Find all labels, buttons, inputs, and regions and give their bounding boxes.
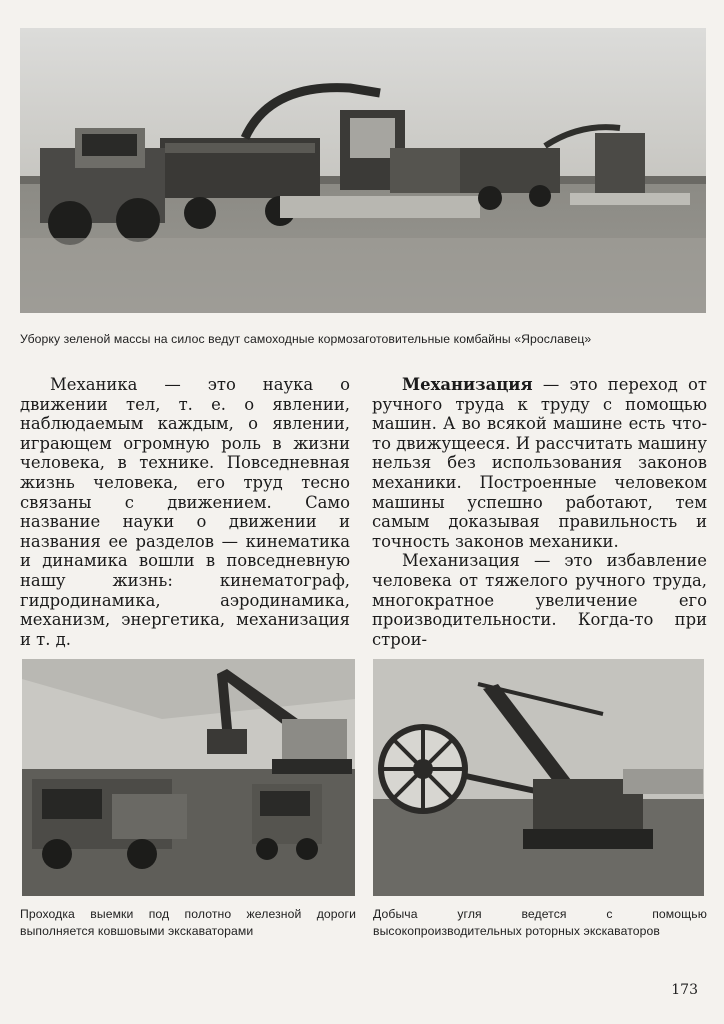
mechanization-paragraph-1: [372, 375, 707, 551]
bottom-left-photo-excavators: [22, 659, 355, 896]
rotary-excavator-illustration: [373, 659, 704, 896]
excavator-illustration: [22, 659, 355, 896]
bottom-right-photo-rotary-excavator: [373, 659, 704, 896]
mechanization-paragraph-2: Механизация — это избавление человека от тяжелого ручного труда, многократное увеличение его производительности. Когда-то при строи-: [372, 551, 707, 649]
mechanization-definition: — это переход от ручного труда к труду с помощью машин. А во всякой машине есть что-то движущееся. И рассчитать машину нельзя без использования законов механики. Построенные человеком машины успешно работают, тем самым доказывая правильность и точность законов механики.: [372, 375, 707, 551]
bottom-left-caption: Проходка выемки под полотно железной дороги выполняется ковшовыми экскаваторами: [20, 907, 356, 938]
top-photo-harvesters: [20, 28, 706, 313]
page-number: 173: [671, 982, 698, 998]
harvesters-illustration: [20, 28, 706, 313]
mechanization-term: Механизация: [402, 375, 533, 394]
bottom-right-caption: Добыча угля ведется с помощью высокопроизводительных роторных экскаваторов: [373, 907, 707, 938]
right-text-column: [372, 375, 707, 649]
left-text-column: [20, 375, 350, 649]
top-photo-caption: Уборку зеленой массы на силос ведут самоходные кормозаготовительные комбайны «Ярославец»: [20, 332, 592, 346]
mechanics-paragraph: Механика — это наука о движении тел, т. е. о явлении, наблюдаемым каждым, о явлении, играющем огромную роль в жизни человека, в технике. Повседневная жизнь человека, его труд тесно связаны с движением. Само название науки о движении и названия ее разделов — кинематика и динамика вошли в повседневную нашу жизнь: кинематограф, гидродинамика, аэродинамика, механизм, энергетика, механизация и т. д.: [20, 375, 350, 649]
